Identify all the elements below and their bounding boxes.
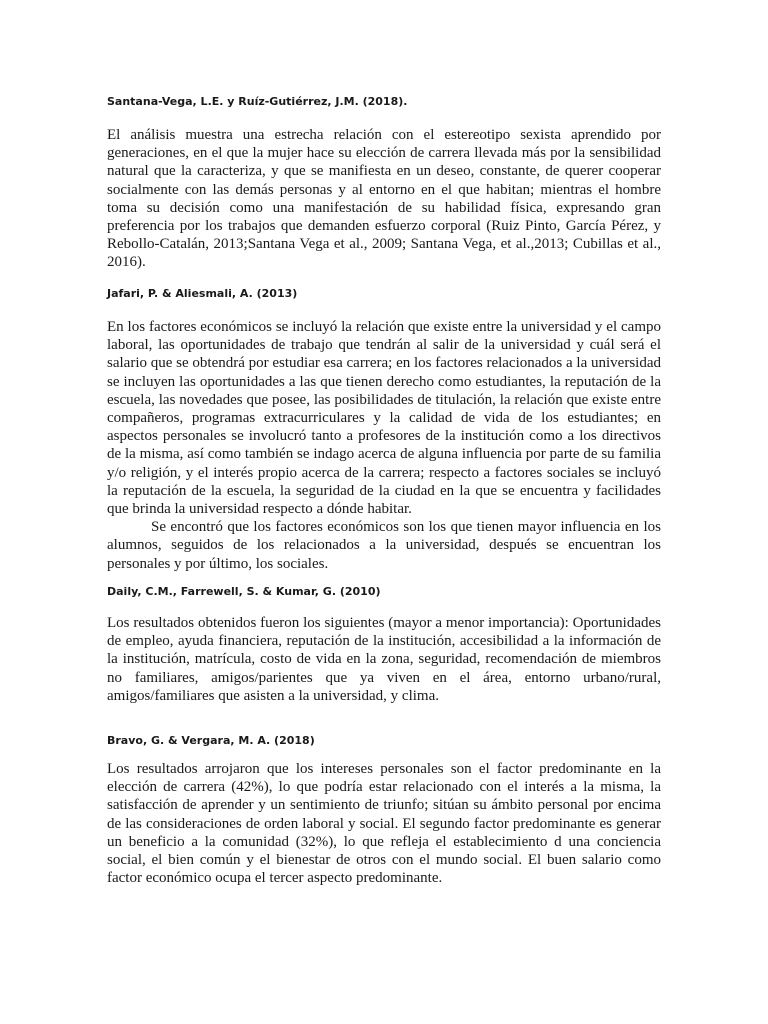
paragraph: El análisis muestra una estrecha relación con el estereotipo sexista aprendido por generaciones, en el que la mujer hace su elección de carrera llevada más por la sensibilidad natural que la caracteriza, y que se manifiesta en un deseo, constante, de querer cooperar socialmente con las demás personas y al entorno en el que habitan; mientras el hombre toma su decisión como una manifestación de su habilidad física, expresando gran preferencia por los trabajos que demanden esfuerzo corporal (Ruiz Pinto, García Pérez, y Rebollo-Catalán, 2013;Santana Vega et al., 2009; Santana Vega, et al.,2013; Cubillas et al., 2016).: [107, 127, 661, 271]
section-heading: Bravo, G. & Vergara, M. A. (2018): [107, 734, 315, 747]
paragraph: En los factores económicos se incluyó la relación que existe entre la universidad y el campo laboral, las oportunidades de trabajo que tendrán al salir de la universidad y cuál será el salario que se obtendrá por estudiar esa carrera; en los factores relacionados a la universidad se incluyen las oportunidades a las que tienen derecho como estudiantes, la reputación de la escuela, las novedades que posee, las posibilidades de titulación, la relación que existe entre compañeros, programas extracurriculares y la calidad de vida de los estudiantes; en aspectos personales se involucró tanto a profesores de la institución como a los directivos de la misma, así como también se indago acerca de alguna influencia por parte de su familia y/o religión, y el interés propio acerca de la carrera; respecto a factores sociales se incluyó la reputación de la escuela, la seguridad de la ciudad en la que se encuentra y facilidades que brinda la universidad respecto a dónde habitar.: [107, 319, 661, 518]
section-body: [107, 614, 661, 705]
section-heading: Jafari, P. & Aliesmali, A. (2013): [107, 287, 298, 300]
section-heading: Santana-Vega, L.E. y Ruíz-Gutiérrez, J.M. (2018).: [107, 95, 408, 108]
section-body: [107, 126, 661, 272]
paragraph: Los resultados obtenidos fueron los siguientes (mayor a menor importancia): Oportunidades de empleo, ayuda financiera, reputación de la institución, accesibilidad a la información de la institución, matrícula, costo de vida en la zona, seguridad, recomendación de miembros no familiares, amigos/parientes que ya viven en el área, entorno urbano/rural, amigos/familiares que asisten a la universidad, y clima.: [107, 615, 661, 704]
section-body: [107, 760, 661, 887]
paragraph: Se encontró que los factores económicos son los que tienen mayor influencia en los alumnos, seguidos de los relacionados a la universidad, después se encuentran los personales y por último, los sociales.: [107, 519, 661, 572]
section-heading: Daily, C.M., Farrewell, S. & Kumar, G. (2010): [107, 585, 381, 598]
section-body: [107, 318, 661, 573]
paragraph: Los resultados arrojaron que los intereses personales son el factor predominante en la elección de carrera (42%), lo que podría estar relacionado con el interés a la misma, la satisfacción de aprender y un sentimiento de triunfo; sitúan su ámbito personal por encima de las consideraciones de orden laboral y social. El segundo factor predominante es generar un beneficio a la comunidad (32%), lo que refleja el establecimiento d una conciencia social, el bien común y el bienestar de otros con el mundo social. El buen salario como factor económico ocupa el tercer aspecto predominante.: [107, 761, 661, 887]
